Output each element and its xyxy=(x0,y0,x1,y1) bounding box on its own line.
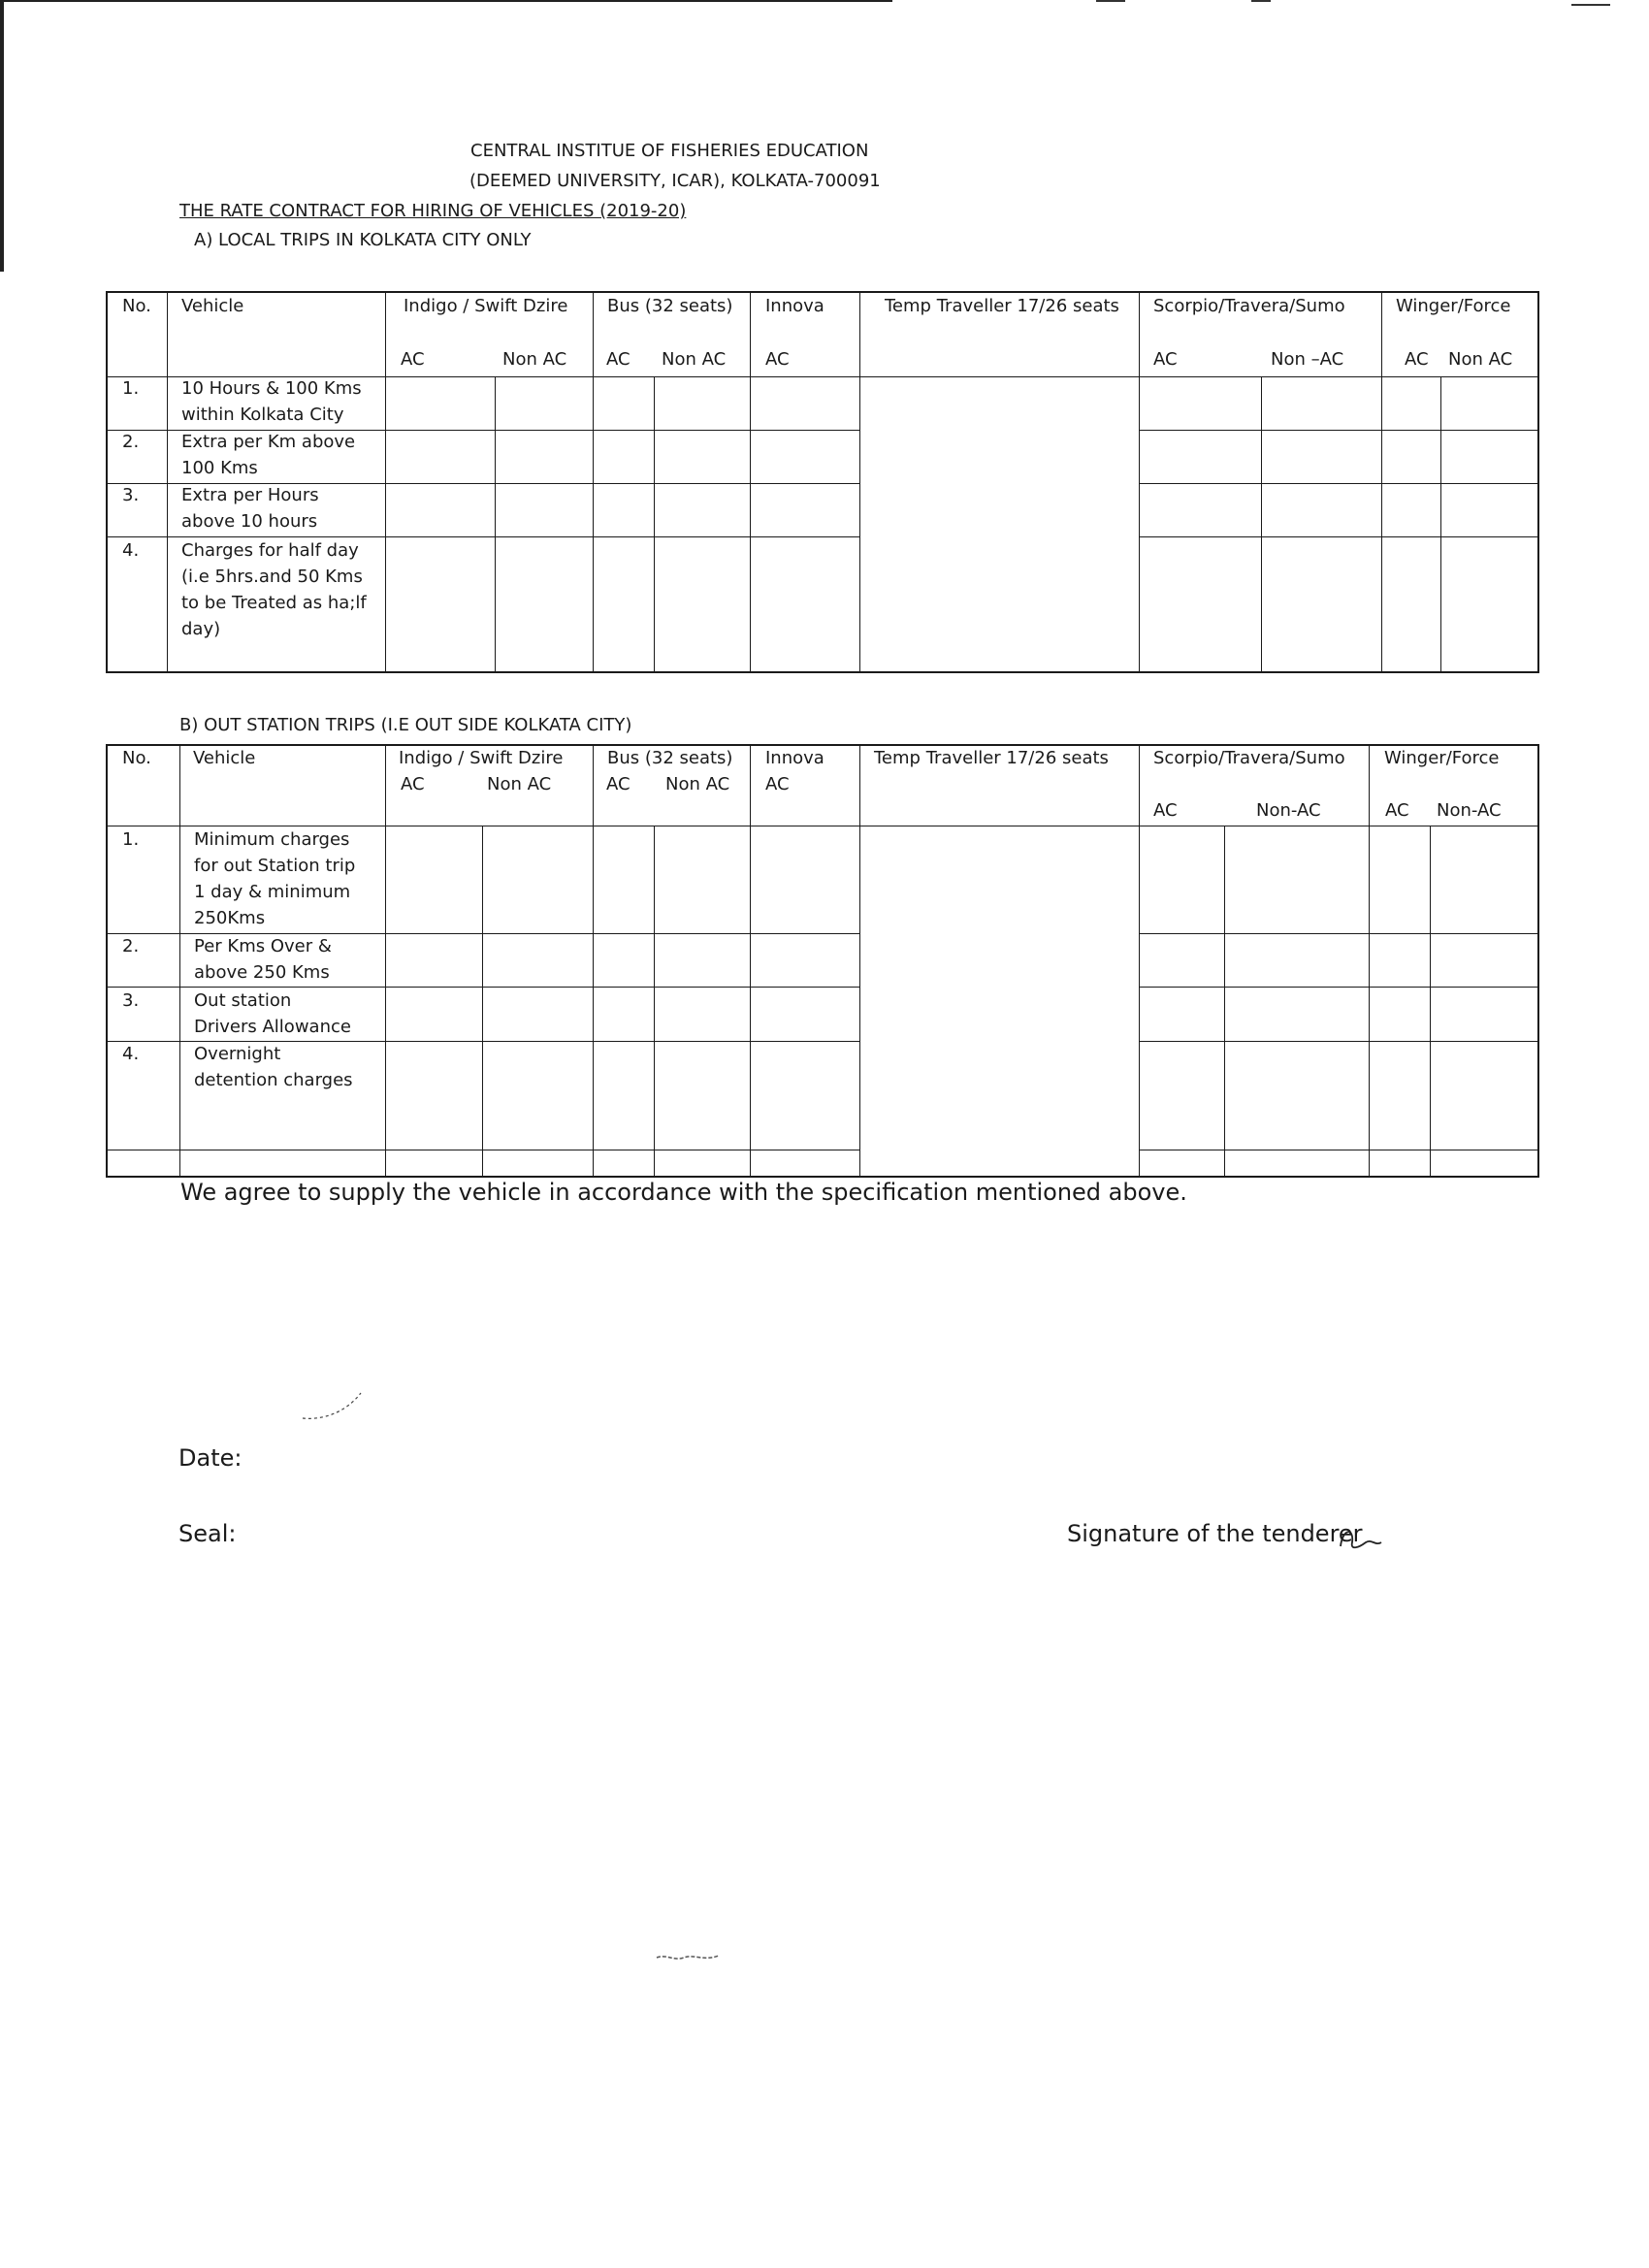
table-b-col-line xyxy=(1224,826,1225,1178)
table-b-col-line xyxy=(1139,744,1140,1178)
row-number: 4. xyxy=(122,1044,140,1064)
sub-innova-ac: AC xyxy=(765,774,790,794)
row-label-line: above 250 Kms xyxy=(194,962,330,983)
table-a-col-line xyxy=(1381,291,1382,673)
institute-name: CENTRAL INSTITUE OF FISHERIES EDUCATION xyxy=(470,141,869,161)
table-b-col-line xyxy=(593,744,594,1178)
table-b-col-line xyxy=(750,744,751,1178)
header-winger: Winger/Force xyxy=(1396,296,1511,316)
sub-indigo-nonac: Non AC xyxy=(502,349,567,370)
row-label-line: Charges for half day xyxy=(181,540,359,561)
table-b-col-line xyxy=(482,826,483,1178)
header-innova: Innova xyxy=(765,748,824,768)
sub-winger-nonac: Non AC xyxy=(1448,349,1513,370)
header-bus: Bus (32 seats) xyxy=(607,748,733,768)
table-a-row-line xyxy=(1139,430,1539,431)
seal-label: Seal: xyxy=(178,1520,237,1547)
table-a-col-line xyxy=(750,291,751,673)
header-scorpio: Scorpio/Travera/Sumo xyxy=(1153,296,1345,316)
row-label-line: for out Station trip xyxy=(194,856,356,876)
row-number: 3. xyxy=(122,990,140,1011)
table-a-col-line xyxy=(859,291,860,673)
header-temp-traveller: Temp Traveller 17/26 seats xyxy=(874,748,1109,768)
table-b-col-line xyxy=(1369,744,1370,1178)
row-label-line: Extra per Hours xyxy=(181,485,319,505)
table-a-row-line xyxy=(1139,536,1539,537)
row-label-line: 10 Hours & 100 Kms xyxy=(181,378,362,399)
scan-mark xyxy=(1251,0,1271,2)
row-label-line: above 10 hours xyxy=(181,511,318,532)
sub-bus-nonac: Non AC xyxy=(665,774,730,794)
sub-innova-ac: AC xyxy=(765,349,790,370)
sub-winger-ac: AC xyxy=(1385,800,1409,821)
sub-bus-ac: AC xyxy=(606,349,630,370)
sub-indigo-nonac: Non AC xyxy=(487,774,552,794)
header-no: No. xyxy=(122,748,151,768)
header-winger: Winger/Force xyxy=(1384,748,1500,768)
sub-scorpio-nonac: Non –AC xyxy=(1271,349,1344,370)
header-vehicle: Vehicle xyxy=(193,748,256,768)
sub-bus-ac: AC xyxy=(606,774,630,794)
university-line: (DEEMED UNIVERSITY, ICAR), KOLKATA-700091 xyxy=(469,171,881,191)
header-indigo: Indigo / Swift Dzire xyxy=(399,748,564,768)
table-b-row-line xyxy=(1139,1041,1539,1042)
table-a-col-line xyxy=(1261,376,1262,673)
scan-edge-left xyxy=(0,0,4,272)
table-a-col-line xyxy=(1440,376,1441,673)
header-indigo: Indigo / Swift Dzire xyxy=(404,296,568,316)
row-label-line: Drivers Allowance xyxy=(194,1017,351,1037)
table-a-col-line xyxy=(593,291,594,673)
table-b-col-line xyxy=(385,744,386,1178)
row-label-line: day) xyxy=(181,619,221,639)
table-b-col-line xyxy=(859,744,860,1178)
table-a-col-line xyxy=(167,291,168,673)
row-label-line: Extra per Km above xyxy=(181,432,356,452)
row-number: 2. xyxy=(122,432,140,452)
sub-scorpio-nonac: Non-AC xyxy=(1256,800,1321,821)
sub-winger-nonac: Non-AC xyxy=(1437,800,1502,821)
table-b-col-line xyxy=(1430,826,1431,1178)
smudge-mark xyxy=(655,1950,723,1965)
row-label-line: (i.e 5hrs.and 50 Kms xyxy=(181,567,363,587)
row-label-line: Per Kms Over & xyxy=(194,936,332,956)
row-number: 2. xyxy=(122,936,140,956)
header-scorpio: Scorpio/Travera/Sumo xyxy=(1153,748,1345,768)
section-b-title: B) OUT STATION TRIPS (I.E OUT SIDE KOLKATA CITY) xyxy=(179,715,632,735)
sub-winger-ac: AC xyxy=(1405,349,1429,370)
scan-edge-top xyxy=(0,0,892,2)
row-label-line: Minimum charges xyxy=(194,829,350,850)
contract-title: THE RATE CONTRACT FOR HIRING OF VEHICLES (2019-20) xyxy=(179,201,687,221)
table-b-col-line xyxy=(179,744,180,1178)
row-number: 1. xyxy=(122,378,140,399)
header-innova: Innova xyxy=(765,296,824,316)
section-a-title: A) LOCAL TRIPS IN KOLKATA CITY ONLY xyxy=(194,230,532,250)
header-vehicle: Vehicle xyxy=(181,296,244,316)
table-a-col-line xyxy=(654,376,655,673)
scan-mark xyxy=(1571,4,1610,6)
row-label-line: 1 day & minimum xyxy=(194,882,351,902)
table-b-col-line xyxy=(654,826,655,1178)
sub-indigo-ac: AC xyxy=(401,349,425,370)
row-label-line: Overnight xyxy=(194,1044,281,1064)
sub-scorpio-ac: AC xyxy=(1153,800,1178,821)
row-label-line: Out station xyxy=(194,990,292,1011)
row-label-line: detention charges xyxy=(194,1070,353,1090)
agreement-statement: We agree to supply the vehicle in accordance with the specification mentioned above. xyxy=(180,1179,1187,1206)
sub-indigo-ac: AC xyxy=(401,774,425,794)
sub-bus-nonac: Non AC xyxy=(662,349,727,370)
table-a-col-line xyxy=(495,376,496,673)
table-a-col-line xyxy=(1139,291,1140,673)
row-label-line: 100 Kms xyxy=(181,458,258,478)
row-label-line: to be Treated as ha;lf xyxy=(181,593,367,613)
header-bus: Bus (32 seats) xyxy=(607,296,733,316)
row-number: 4. xyxy=(122,540,140,561)
row-label-line: within Kolkata City xyxy=(181,405,344,425)
table-b-row-line xyxy=(1139,933,1539,934)
sub-scorpio-ac: AC xyxy=(1153,349,1178,370)
header-no: No. xyxy=(122,296,151,316)
pen-mark xyxy=(301,1387,369,1426)
row-label-line: 250Kms xyxy=(194,908,266,928)
table-b-row-line xyxy=(1139,987,1539,988)
signature-mark xyxy=(1337,1525,1383,1554)
row-number: 1. xyxy=(122,829,140,850)
table-a-col-line xyxy=(385,291,386,673)
date-label: Date: xyxy=(178,1444,242,1472)
scan-mark xyxy=(1096,0,1125,2)
header-temp-traveller: Temp Traveller 17/26 seats xyxy=(885,296,1119,316)
row-number: 3. xyxy=(122,485,140,505)
signature-label: Signature of the tenderer xyxy=(1067,1520,1363,1547)
table-a-row-line xyxy=(1139,483,1539,484)
